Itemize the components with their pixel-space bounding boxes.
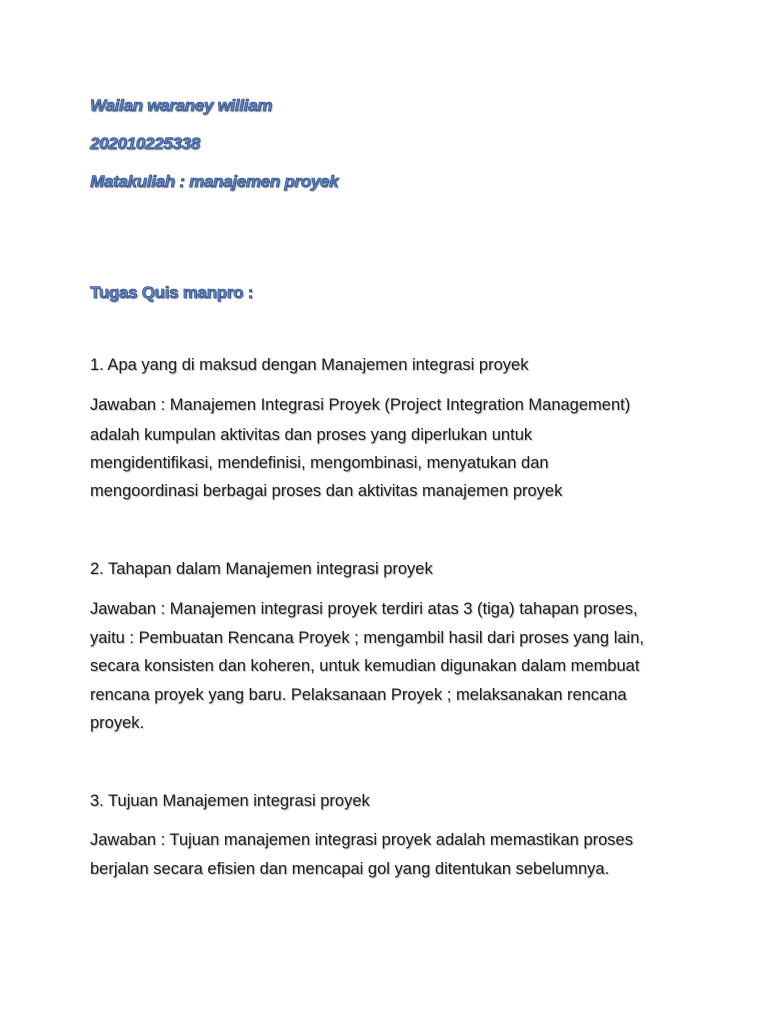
answer-1-line-4: mengoordinasi berbagai proses dan aktivitas manajemen proyek <box>90 482 563 500</box>
answer-1-line-1: Jawaban : Manajemen Integrasi Proyek (Project Integration Management) <box>90 396 631 414</box>
answer-2-line-5: proyek. <box>90 714 145 732</box>
answer-2-line-2: yaitu : Pembuatan Rencana Proyek ; mengambil hasil dari proses yang lain, <box>90 629 644 647</box>
question-1: 1. Apa yang di maksud dengan Manajemen integrasi proyek <box>90 356 529 374</box>
answer-1-line-2: adalah kumpulan aktivitas dan proses yang diperlukan untuk <box>90 426 533 444</box>
question-2: 2. Tahapan dalam Manajemen integrasi proyek <box>90 560 433 578</box>
answer-1-line-3: mengidentifikasi, mendefinisi, mengombinasi, menyatukan dan <box>90 454 549 472</box>
answer-3-line-1: Jawaban : Tujuan manajemen integrasi proyek adalah memastikan proses <box>90 831 633 849</box>
question-3: 3. Tujuan Manajemen integrasi proyek <box>90 792 370 810</box>
answer-3-line-2: berjalan secara efisien dan mencapai gol yang ditentukan sebelumnya. <box>90 860 610 878</box>
answer-2-line-1: Jawaban : Manajemen integrasi proyek terdiri atas 3 (tiga) tahapan proses, <box>90 600 638 618</box>
answer-2-line-4: rencana proyek yang baru. Pelaksanaan Proyek ; melaksanakan rencana <box>90 686 627 704</box>
answer-2-line-3: secara konsisten dan koheren, untuk kemudian digunakan dalam membuat <box>90 657 640 675</box>
course-title: Matakuliah : manajemen proyek <box>90 172 339 191</box>
student-id: 202010225338 <box>90 134 200 153</box>
assignment-title: Tugas Quis manpro : <box>90 283 254 302</box>
author-name: Wailan waraney william <box>90 96 273 115</box>
